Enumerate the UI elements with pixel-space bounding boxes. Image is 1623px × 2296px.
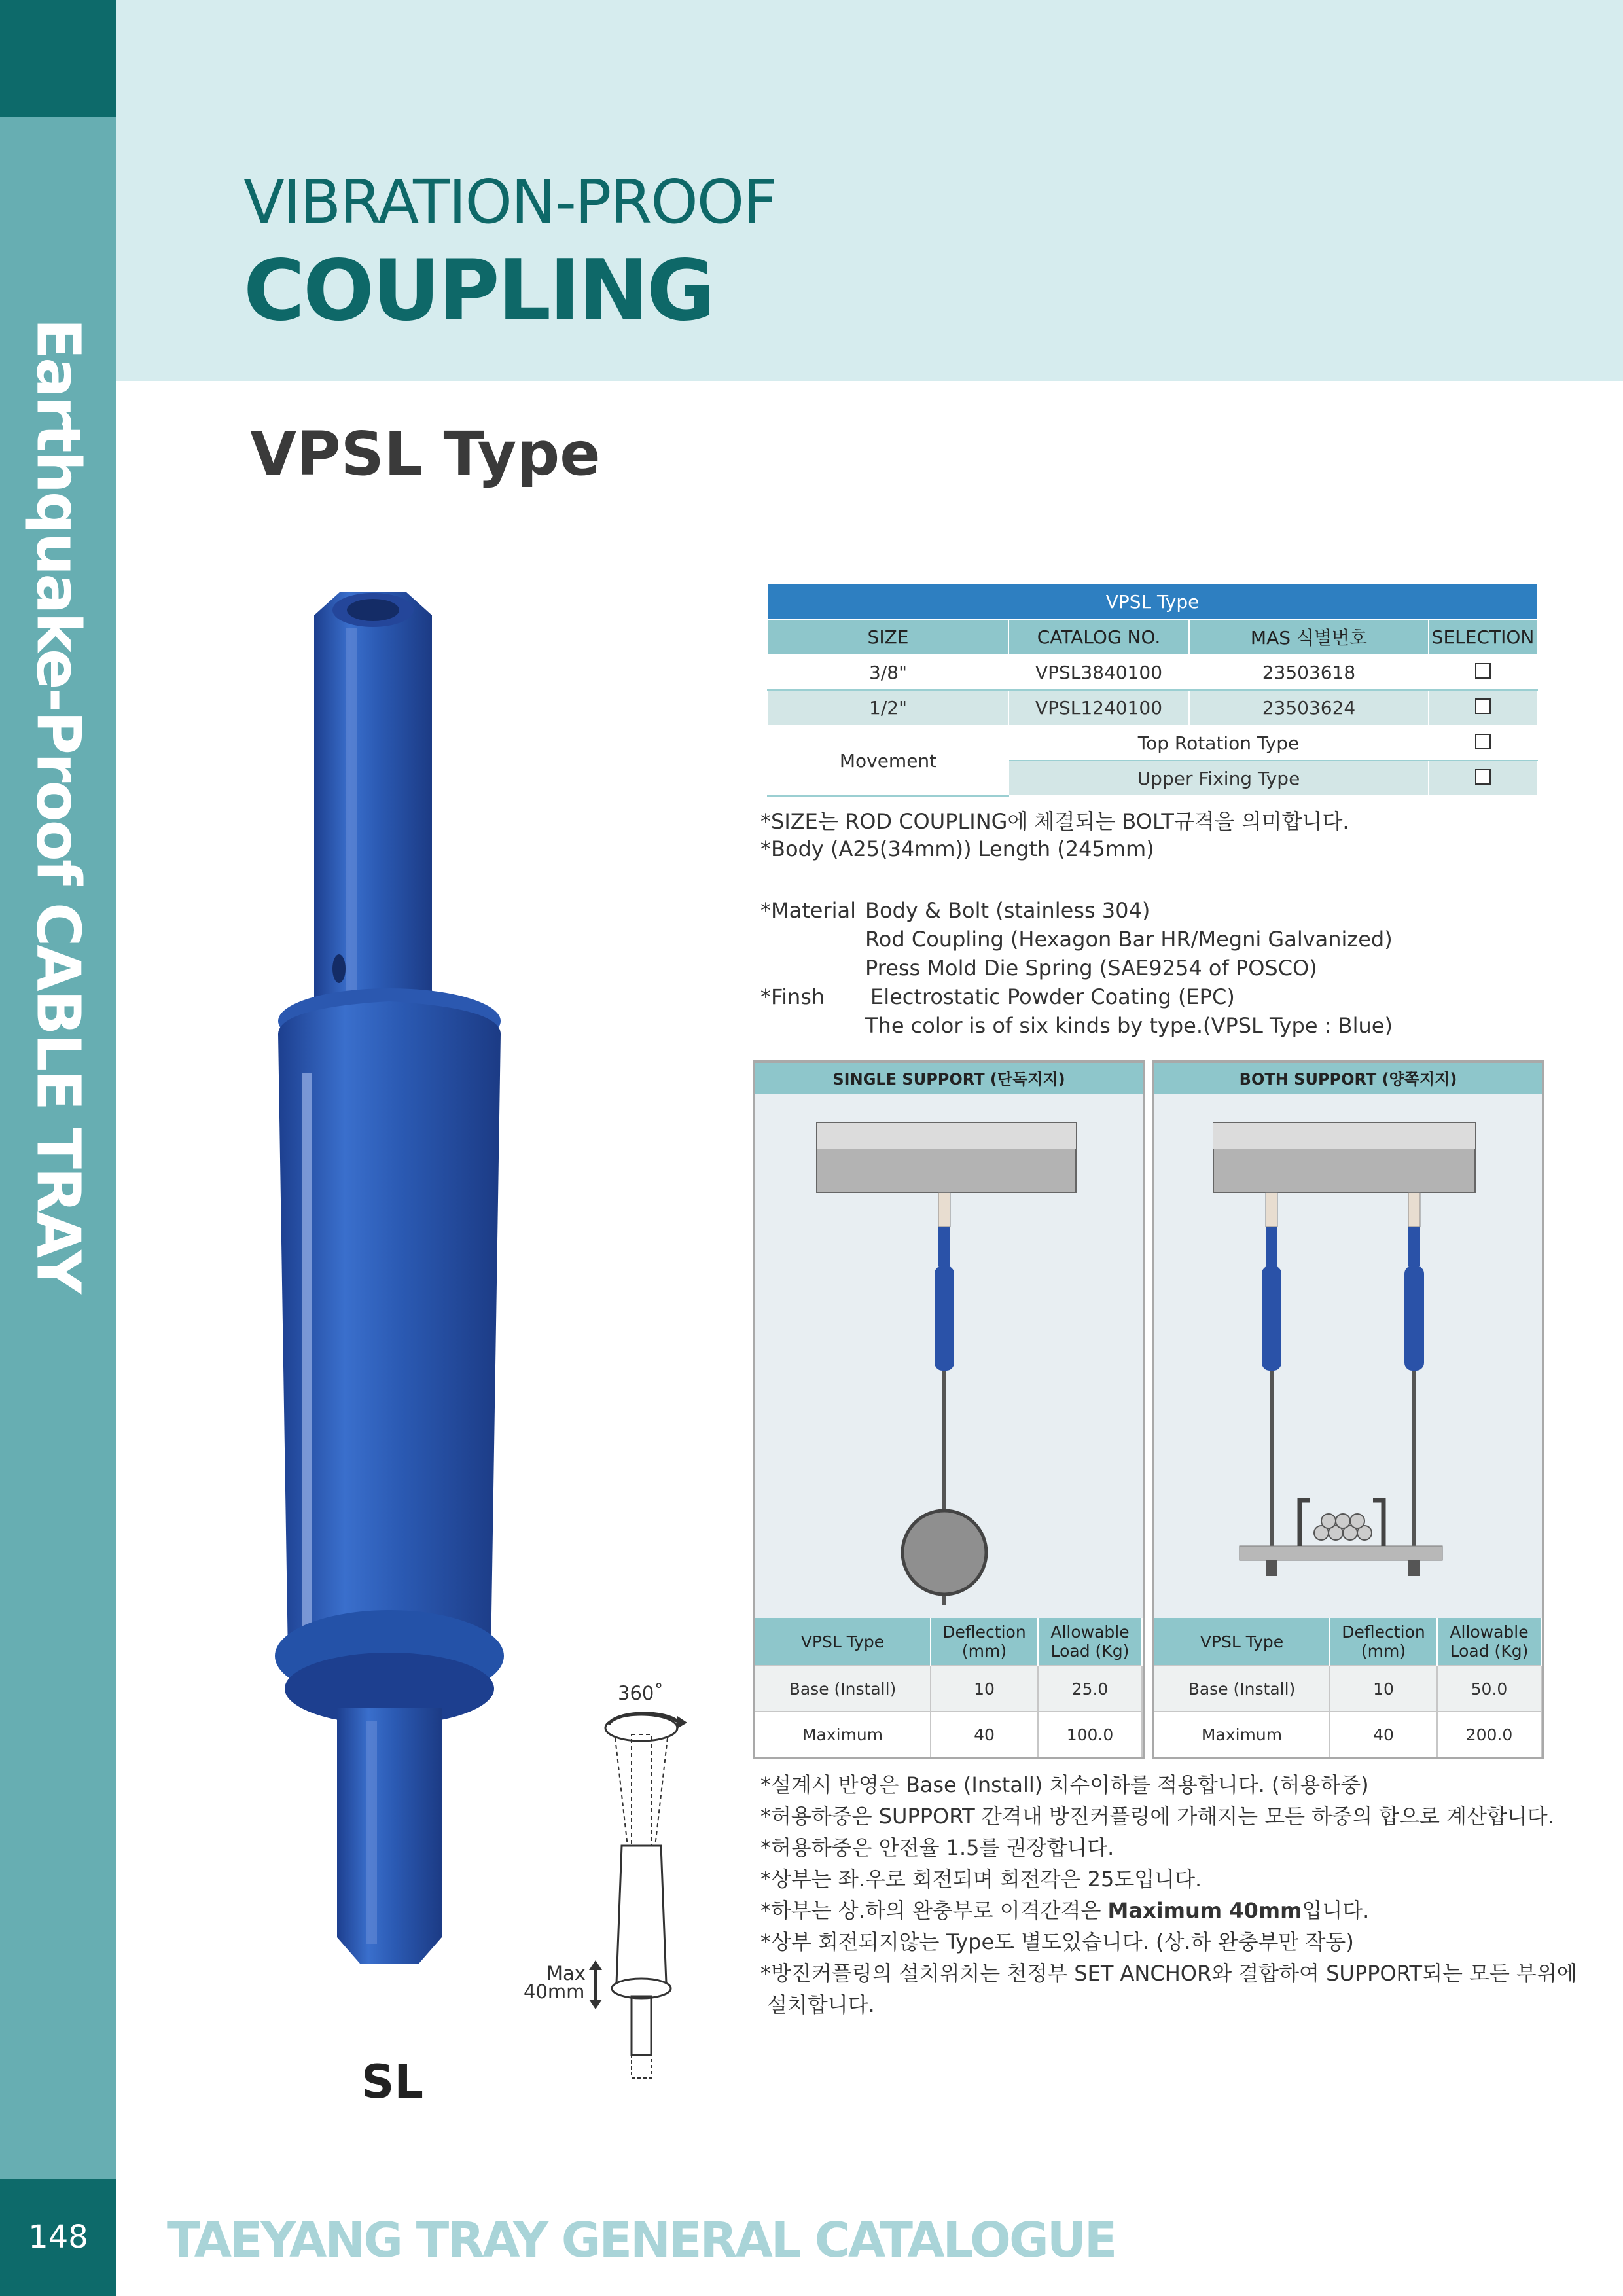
note-line: *허용하중은 SUPPORT 간격내 방진커플링에 가해지는 모든 하중의 합으로 계산합니다. (760, 1804, 1554, 1829)
cell: Maximum (1154, 1712, 1330, 1757)
note-size: *SIZE는 ROD COUPLING에 체결되는 BOLT규격을 의미합니다. (760, 809, 1349, 834)
header-selection: SELECTION (1429, 619, 1537, 655)
cell-catalog: VPSL3840100 (1008, 655, 1189, 690)
sidebar-top-block (0, 0, 116, 117)
sidebar-title: Earthquake-Proof CABLE TRAY (23, 318, 94, 1292)
section-title: VPSL Type (250, 419, 601, 489)
header-catalog: CATALOG NO. (1008, 619, 1189, 655)
selection-checkbox-cell[interactable] (1429, 761, 1537, 796)
footer-catalogue-title: TAEYANG TRAY GENERAL CATALOGUE (167, 2212, 1116, 2269)
header-mas: MAS 식별번호 (1189, 619, 1429, 655)
col-header: VPSL Type (755, 1618, 931, 1666)
finish-line: The color is of six kinds by type.(VPSL Type : Blue) (865, 1013, 1393, 1038)
both-support-panel (1152, 1060, 1544, 1759)
product-label: SL (361, 2055, 424, 2109)
col-header: VPSL Type (1154, 1618, 1330, 1666)
selection-checkbox-cell[interactable] (1429, 690, 1537, 725)
table-row (768, 690, 1537, 725)
material-line: Body & Bolt (stainless 304) (865, 898, 1150, 923)
both-support-title: BOTH SUPPORT (양쪽지지) (1154, 1063, 1542, 1094)
cell: 50.0 (1437, 1666, 1541, 1712)
selection-checkbox[interactable] (1475, 663, 1491, 679)
note-emphasis: Maximum 40mm (1107, 1898, 1302, 1923)
table-row (755, 1666, 1142, 1712)
table-row (755, 1712, 1142, 1757)
cell-size: 3/8" (768, 655, 1008, 690)
single-support-illustration (755, 1094, 1143, 1605)
note-line: *허용하중은 안전율 1.5를 권장합니다. (760, 1835, 1115, 1860)
coupling-product-illustration (262, 576, 524, 1983)
finish-label: *Finsh (760, 984, 825, 1009)
finish-line: Electrostatic Powder Coating (EPC) (870, 984, 1235, 1009)
rotation-deflection-diagram (556, 1676, 713, 2081)
header-size: SIZE (768, 619, 1008, 655)
table-row (768, 725, 1537, 761)
cell-size: 1/2" (768, 690, 1008, 725)
cell: Base (Install) (755, 1666, 931, 1712)
note-text: 입니다. (1302, 1898, 1370, 1923)
both-support-table (1154, 1618, 1542, 1757)
both-support-illustration (1154, 1094, 1542, 1605)
cell-catalog: VPSL1240100 (1008, 690, 1189, 725)
note-body: *Body (A25(34mm)) Length (245mm) (760, 836, 1154, 861)
cell: 40 (931, 1712, 1038, 1757)
title-line1: VIBRATION-PROOF (243, 167, 777, 237)
material-line: Rod Coupling (Hexagon Bar HR/Megni Galvanized) (865, 927, 1393, 952)
cell: Maximum (755, 1712, 931, 1757)
note-line: 설치합니다. (767, 1992, 875, 2017)
cell: 40 (1330, 1712, 1437, 1757)
single-support-panel (753, 1060, 1145, 1759)
table-row (1154, 1666, 1541, 1712)
single-support-title: SINGLE SUPPORT (단독지지) (755, 1063, 1143, 1094)
max-value-label: 40mm (524, 1981, 585, 2003)
cell-mas: 23503624 (1189, 690, 1429, 725)
note-line: *상부는 좌.우로 회전되며 회전각은 25도입니다. (760, 1867, 1202, 1892)
cell: 10 (1330, 1666, 1437, 1712)
cell: 25.0 (1038, 1666, 1142, 1712)
spec-table-caption: VPSL Type (768, 584, 1537, 619)
spec-table (767, 583, 1538, 797)
selection-checkbox-cell[interactable] (1429, 725, 1537, 761)
movement-option: Upper Fixing Type (1008, 761, 1429, 796)
material-label: *Material (760, 898, 856, 923)
cell: Base (Install) (1154, 1666, 1330, 1712)
selection-checkbox[interactable] (1475, 769, 1491, 785)
col-header: Deflection (mm) (1330, 1618, 1437, 1666)
note-line-max (760, 1894, 1369, 1924)
col-header: Allowable Load (Kg) (1437, 1618, 1541, 1666)
movement-option: Top Rotation Type (1008, 725, 1429, 761)
page-number: 148 (28, 2219, 88, 2255)
note-line: *상부 회전되지않는 Type도 별도있습니다. (상.하 완충부만 작동) (760, 1929, 1354, 1954)
selection-checkbox-cell[interactable] (1429, 655, 1537, 690)
cell-mas: 23503618 (1189, 655, 1429, 690)
material-line: Press Mold Die Spring (SAE9254 of POSCO) (865, 956, 1317, 980)
movement-label: Movement (768, 725, 1008, 796)
note-line: *방진커플링의 설치위치는 천정부 SET ANCHOR와 결합하여 SUPPORT되는 모든 부위에 (760, 1961, 1577, 1986)
rotation-label: 360˚ (618, 1682, 664, 1704)
note-line: *설계시 반영은 Base (Install) 치수이하를 적용합니다. (허용하중) (760, 1772, 1369, 1797)
selection-checkbox[interactable] (1475, 734, 1491, 749)
table-row (1154, 1712, 1541, 1757)
cell: 200.0 (1437, 1712, 1541, 1757)
cell: 10 (931, 1666, 1038, 1712)
title-line2: COUPLING (243, 242, 713, 340)
selection-checkbox[interactable] (1475, 698, 1491, 714)
col-header: Allowable Load (Kg) (1038, 1618, 1142, 1666)
max-label: Max (546, 1962, 586, 1984)
table-row (768, 655, 1537, 690)
cell: 100.0 (1038, 1712, 1142, 1757)
note-text: *하부는 상.하의 완충부로 이격간격은 (760, 1898, 1108, 1923)
col-header: Deflection (mm) (931, 1618, 1038, 1666)
single-support-table (755, 1618, 1143, 1757)
